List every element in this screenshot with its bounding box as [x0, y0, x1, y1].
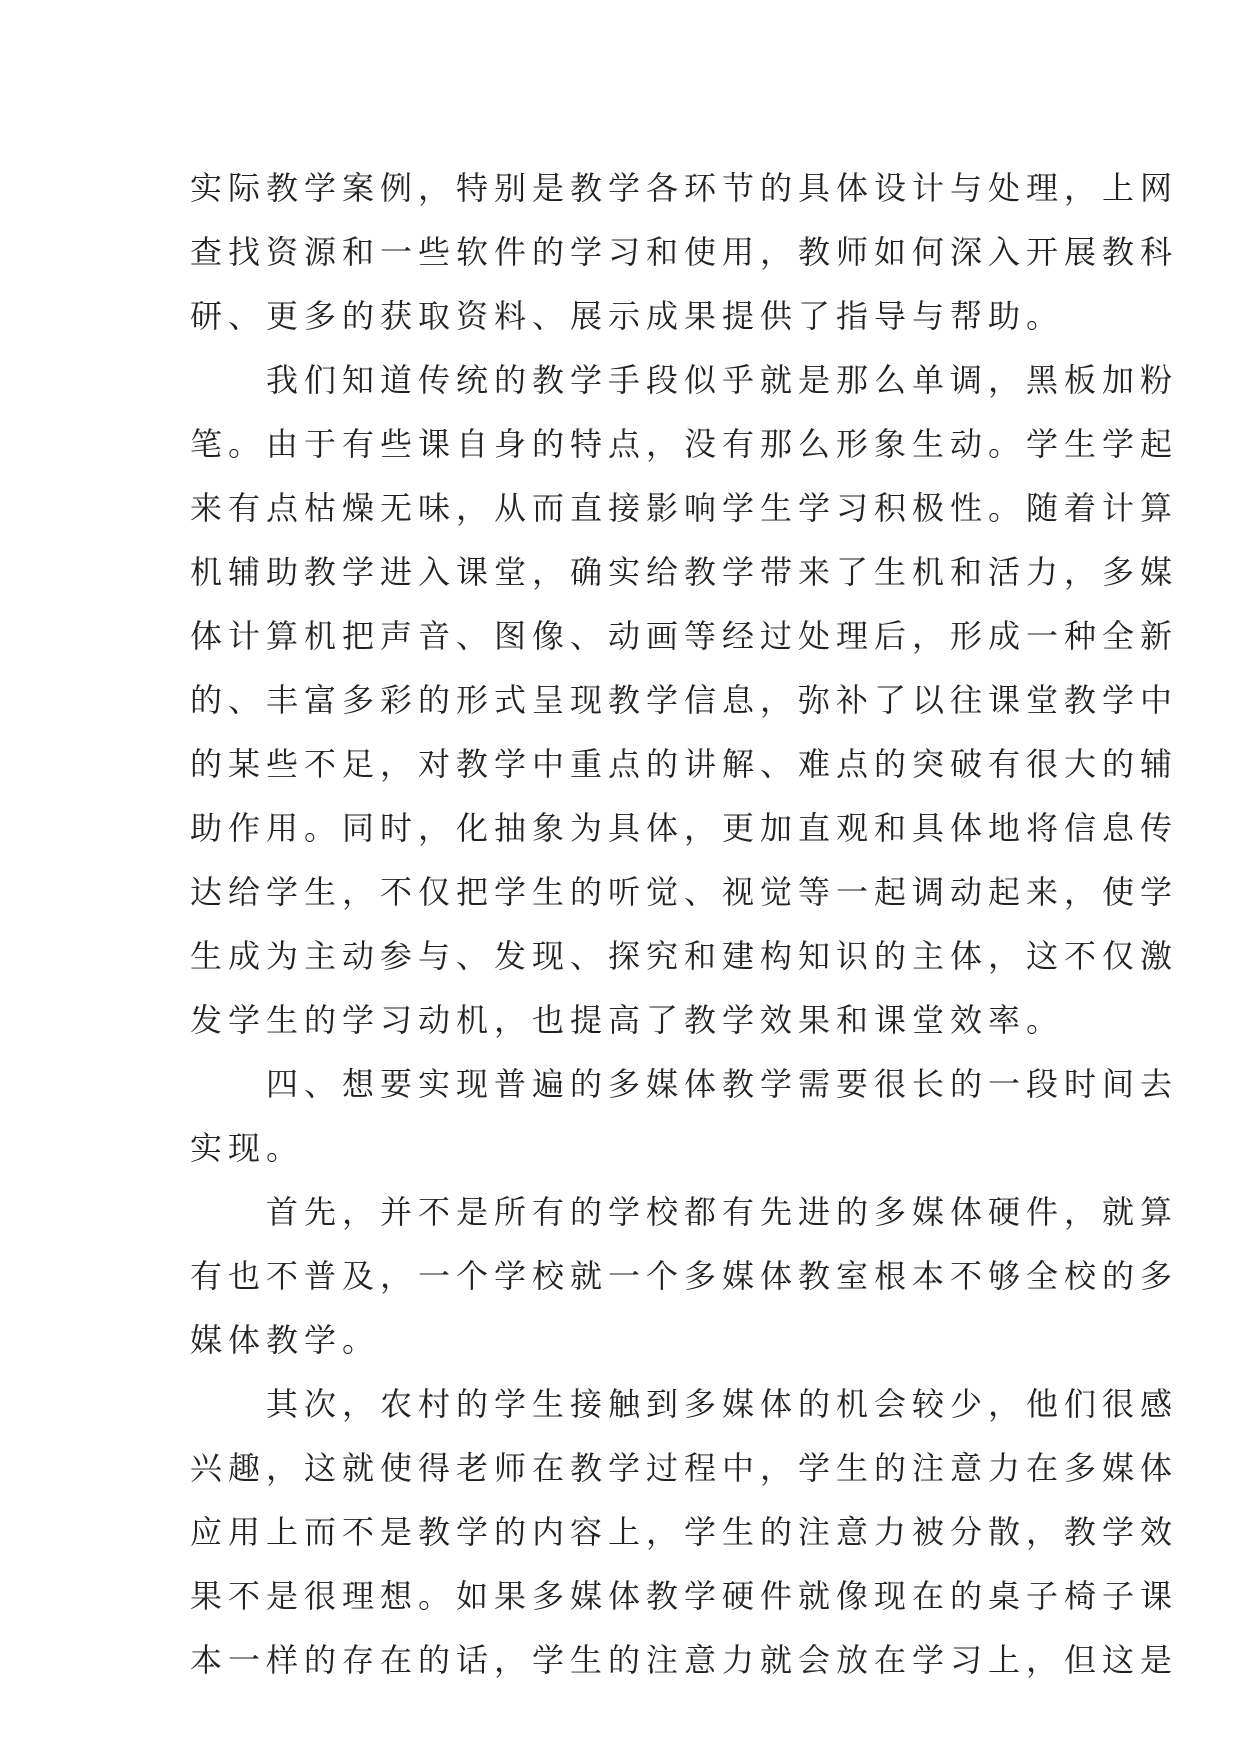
- text-line: 其次，农村的学生接触到多媒体的机会较少，他们很感: [266, 1385, 1179, 1423]
- text-line: 兴趣，这就使得老师在教学过程中，学生的注意力在多媒体: [190, 1449, 1179, 1487]
- text-line: 助作用。同时，化抽象为具体，更加直观和具体地将信息传: [190, 809, 1179, 847]
- text-line: 达给学生，不仅把学生的听觉、视觉等一起调动起来，使学: [190, 873, 1179, 911]
- text-line: 本一样的存在的话，学生的注意力就会放在学习上，但这是: [190, 1641, 1179, 1679]
- text-line: 媒体教学。: [190, 1321, 381, 1359]
- text-line: 的、丰富多彩的形式呈现教学信息，弥补了以往课堂教学中: [190, 681, 1179, 719]
- document-body: [190, 156, 1179, 1692]
- text-line: 应用上而不是教学的内容上，学生的注意力被分散，教学效: [190, 1513, 1179, 1551]
- text-line: 的某些不足，对教学中重点的讲解、难点的突破有很大的辅: [190, 745, 1179, 783]
- text-line: 体计算机把声音、图像、动画等经过处理后，形成一种全新: [190, 617, 1179, 655]
- text-line: 研、更多的获取资料、展示成果提供了指导与帮助。: [190, 297, 1065, 335]
- paragraph-1: [190, 156, 1179, 348]
- paragraph-3: [190, 1052, 1179, 1180]
- paragraph-2: [190, 348, 1179, 1052]
- text-line: 有也不普及，一个学校就一个多媒体教室根本不够全校的多: [190, 1257, 1179, 1295]
- text-line: 四、想要实现普遍的多媒体教学需要很长的一段时间去: [266, 1065, 1179, 1103]
- paragraph-5: [190, 1372, 1179, 1692]
- text-line: 实际教学案例，特别是教学各环节的具体设计与处理，上网: [190, 169, 1179, 207]
- paragraph-4: [190, 1180, 1179, 1372]
- text-line: 查找资源和一些软件的学习和使用，教师如何深入开展教科: [190, 233, 1179, 271]
- text-line: 发学生的学习动机，也提高了教学效果和课堂效率。: [190, 1001, 1065, 1039]
- text-line: 生成为主动参与、发现、探究和建构知识的主体，这不仅激: [190, 937, 1179, 975]
- text-line: 实现。: [190, 1129, 305, 1167]
- text-line: 首先，并不是所有的学校都有先进的多媒体硬件，就算: [266, 1193, 1179, 1231]
- text-line: 笔。由于有些课自身的特点，没有那么形象生动。学生学起: [190, 425, 1179, 463]
- text-line: 来有点枯燥无味，从而直接影响学生学习积极性。随着计算: [190, 489, 1179, 527]
- text-line: 果不是很理想。如果多媒体教学硬件就像现在的桌子椅子课: [190, 1577, 1179, 1615]
- text-line: 机辅助教学进入课堂，确实给教学带来了生机和活力，多媒: [190, 553, 1179, 591]
- text-line: 我们知道传统的教学手段似乎就是那么单调，黑板加粉: [266, 361, 1179, 399]
